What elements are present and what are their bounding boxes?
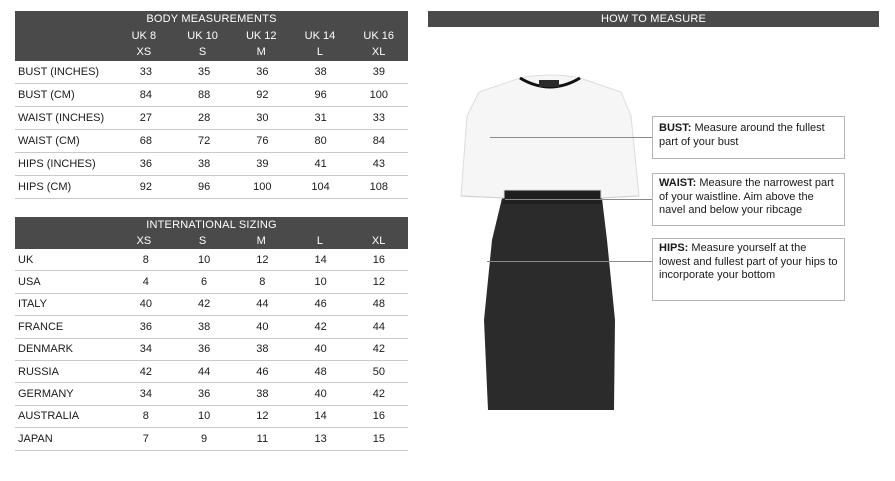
international-sizing-header-row [15, 233, 408, 249]
international-sizing-rows [15, 249, 408, 451]
table-cell: 38 [197, 320, 211, 333]
table-cell: 42 [314, 320, 327, 333]
table-cell: 92 [139, 181, 152, 193]
table-cell: 39 [256, 158, 269, 170]
table-cell: 8 [259, 276, 266, 289]
row-label: UK [18, 253, 34, 266]
table-cell: 16 [372, 410, 385, 423]
table-cell: 35 [197, 66, 211, 78]
body-measurements-table [15, 11, 408, 199]
table-cell: 40 [256, 320, 269, 333]
header-cell: XS [136, 235, 152, 247]
header-cell: UK 10 S [187, 30, 218, 58]
table-cell: 12 [256, 253, 269, 266]
table-cell: 16 [372, 253, 385, 266]
row-label: DENMARK [18, 343, 74, 356]
table-cell: 80 [314, 135, 327, 147]
row-label: BUST (INCHES) [18, 66, 100, 78]
table-cell: 36 [197, 388, 211, 401]
table-cell: 33 [372, 112, 385, 124]
table-cell: 50 [372, 365, 385, 378]
table-cell: 44 [256, 298, 269, 311]
table-cell: 8 [142, 410, 149, 423]
header-cell: XL [371, 235, 386, 247]
table-row [15, 84, 408, 107]
table-cell: 36 [139, 320, 152, 333]
dress-skirt [484, 190, 615, 410]
table-cell: 15 [372, 432, 385, 445]
table-cell: 108 [369, 181, 389, 193]
row-label: BUST (CM) [18, 89, 75, 101]
table-row [15, 361, 408, 383]
table-row [15, 339, 408, 361]
body-measurements-title: BODY MEASUREMENTS [15, 11, 408, 27]
header-cell: UK 16 XL [363, 30, 394, 58]
table-cell: 9 [201, 432, 208, 445]
header-cell: M [256, 235, 266, 247]
table-cell: 13 [314, 432, 327, 445]
table-cell: 38 [256, 388, 269, 401]
table-cell: 10 [197, 410, 211, 423]
table-cell: 11 [256, 432, 269, 445]
row-label: USA [18, 276, 41, 289]
table-row [15, 176, 408, 199]
row-label: AUSTRALIA [18, 410, 80, 423]
international-sizing-table [15, 217, 408, 451]
table-cell: 42 [372, 343, 385, 356]
table-cell: 6 [201, 276, 208, 289]
waist-guide-line [505, 199, 652, 200]
header-cell: S [198, 235, 207, 247]
table-cell: 40 [139, 298, 152, 311]
table-cell: 46 [314, 298, 327, 311]
table-row [15, 107, 408, 130]
table-row [15, 153, 408, 176]
body-measurements-header-row [15, 27, 408, 61]
table-row [15, 294, 408, 316]
table-cell: 76 [256, 135, 269, 147]
row-label: GERMANY [18, 388, 74, 401]
table-row [15, 249, 408, 271]
bust-guide-line [490, 137, 652, 138]
row-label: RUSSIA [18, 365, 59, 378]
table-cell: 96 [314, 89, 327, 101]
table-cell: 42 [372, 388, 385, 401]
row-label: WAIST (INCHES) [18, 112, 105, 124]
table-cell: 38 [314, 66, 327, 78]
table-row [15, 61, 408, 84]
table-cell: 14 [314, 253, 327, 266]
table-cell: 38 [256, 343, 269, 356]
table-cell: 43 [372, 158, 385, 170]
table-row [15, 271, 408, 293]
table-cell: 7 [142, 432, 149, 445]
row-label: JAPAN [18, 432, 53, 445]
table-cell: 84 [372, 135, 385, 147]
table-cell: 104 [311, 181, 330, 193]
header-cell: UK 12 M [245, 30, 277, 58]
how-to-measure-title: HOW TO MEASURE [428, 11, 879, 27]
row-label: FRANCE [18, 320, 64, 333]
header-cell: UK 14 L [304, 30, 336, 58]
table-cell: 44 [197, 365, 211, 378]
table-cell: 100 [253, 181, 272, 193]
row-label: ITALY [18, 298, 47, 311]
table-cell: 14 [314, 410, 327, 423]
row-label: WAIST (CM) [18, 135, 80, 147]
table-cell: 36 [197, 343, 211, 356]
table-cell: 27 [139, 112, 152, 124]
table-cell: 10 [197, 253, 211, 266]
table-cell: 48 [372, 298, 385, 311]
row-label: HIPS (CM) [18, 181, 72, 193]
table-cell: 96 [197, 181, 211, 193]
dress-illustration [455, 70, 645, 415]
table-row [15, 130, 408, 153]
table-row [15, 316, 408, 338]
hips-instruction: HIPS: Measure yourself at the lowest and fullest part of your hips to incorporate your bottom [652, 238, 845, 301]
table-cell: 36 [139, 158, 152, 170]
body-measurements-rows [15, 61, 408, 199]
table-cell: 38 [197, 158, 211, 170]
hips-guide-line [487, 261, 652, 262]
table-cell: 92 [256, 89, 269, 101]
table-cell: 31 [314, 112, 327, 124]
table-cell: 46 [256, 365, 269, 378]
table-cell: 88 [197, 89, 211, 101]
table-row [15, 383, 408, 405]
table-cell: 4 [142, 276, 149, 289]
table-cell: 84 [139, 89, 152, 101]
table-cell: 36 [256, 66, 269, 78]
table-cell: 28 [197, 112, 211, 124]
table-cell: 39 [372, 66, 385, 78]
table-cell: 42 [197, 298, 211, 311]
table-cell: 48 [314, 365, 327, 378]
bust-instruction: BUST: Measure around the fullest part of your bust [652, 116, 845, 159]
table-cell: 42 [139, 365, 152, 378]
table-cell: 34 [139, 388, 152, 401]
header-cell: L [316, 235, 324, 247]
table-cell: 30 [256, 112, 269, 124]
table-cell: 72 [197, 135, 211, 147]
table-cell: 40 [314, 388, 327, 401]
header-cell: UK 8 XS [131, 30, 157, 58]
table-cell: 68 [139, 135, 152, 147]
table-cell: 40 [314, 343, 327, 356]
table-cell: 12 [372, 276, 385, 289]
row-label: HIPS (INCHES) [18, 158, 96, 170]
table-cell: 34 [139, 343, 152, 356]
table-cell: 10 [314, 276, 327, 289]
table-cell: 41 [314, 158, 327, 170]
table-cell: 44 [372, 320, 385, 333]
table-row [15, 428, 408, 450]
table-cell: 33 [139, 66, 152, 78]
table-cell: 12 [256, 410, 269, 423]
table-row [15, 406, 408, 428]
waist-instruction: WAIST: Measure the narrowest part of your waistline. Aim above the navel and below your ribcage [652, 173, 845, 226]
international-sizing-title: INTERNATIONAL SIZING [15, 217, 408, 233]
table-cell: 8 [142, 253, 149, 266]
table-cell: 100 [369, 89, 389, 101]
